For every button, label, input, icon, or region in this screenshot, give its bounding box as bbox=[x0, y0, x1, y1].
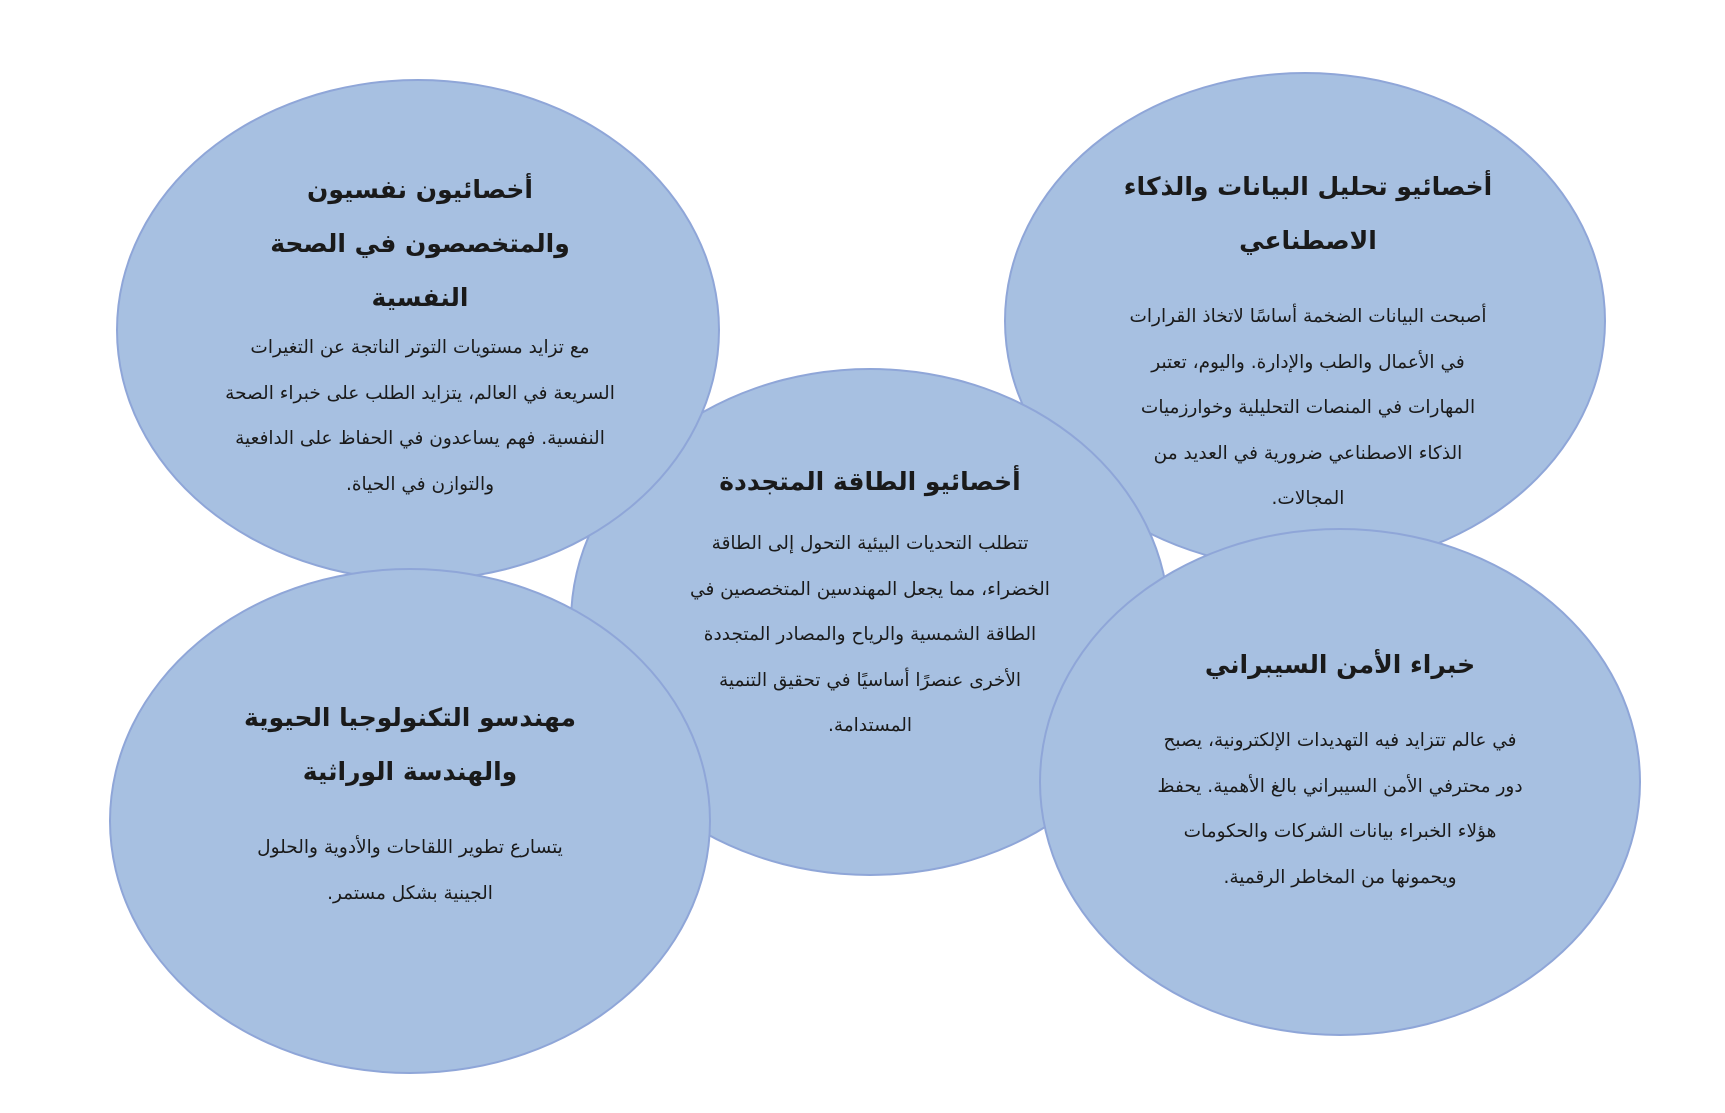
body-renewable-energy: تتطلب التحديات البيئية التحول إلى الطاقة الخضراء، مما يجعل المهندسين المتخصصين في الطاقة الشمسية والرياح والمصادر المتجددة الأخرى عنصرًا أساسيًا في تحقيق التنمية المستدامة. bbox=[690, 533, 1050, 736]
content-psychology bbox=[225, 163, 615, 507]
content-data-ai bbox=[1118, 160, 1498, 522]
body-psychology: مع تزايد مستويات التوتر الناتجة عن التغيرات السريعة في العالم، يتزايد الطلب على خبراء الصحة النفسية. فهم يساعدون في الحفاظ على الدافعية والتوازن في الحياة. bbox=[225, 337, 615, 495]
body-cybersecurity: في عالم تتزايد فيه التهديدات الإلكترونية، يصبح دور محترفي الأمن السيبراني بالغ الأهمية. يحفظ هؤلاء الخبراء بيانات الشركات والحكومات ويحمونها من المخاطر الرقمية. bbox=[1157, 730, 1523, 888]
content-biotech bbox=[235, 691, 585, 916]
title-renewable-energy: أخصائيو الطاقة المتجددة bbox=[719, 467, 1021, 496]
content-cybersecurity bbox=[1150, 638, 1530, 900]
title-data-ai: أخصائيو تحليل البيانات والذكاء الاصطناعي bbox=[1123, 172, 1493, 255]
body-data-ai: أصبحت البيانات الضخمة أساسًا لاتخاذ القرارات في الأعمال والطب والإدارة. واليوم، تعتبر المهارات في المنصات التحليلية وخوارزميات الذكاء الاصطناعي ضرورية في العديد من المجالات. bbox=[1129, 306, 1487, 509]
title-psychology: أخصائيون نفسيون والمتخصصون في الصحة النفسية bbox=[270, 175, 570, 312]
body-biotech: يتسارع تطوير اللقاحات والأدوية والحلول الجينية بشكل مستمر. bbox=[257, 837, 563, 904]
title-biotech: مهندسو التكنولوجيا الحيوية والهندسة الوراثية bbox=[244, 703, 576, 786]
content-renewable-energy bbox=[680, 455, 1060, 749]
title-cybersecurity: خبراء الأمن السيبراني bbox=[1204, 650, 1476, 679]
